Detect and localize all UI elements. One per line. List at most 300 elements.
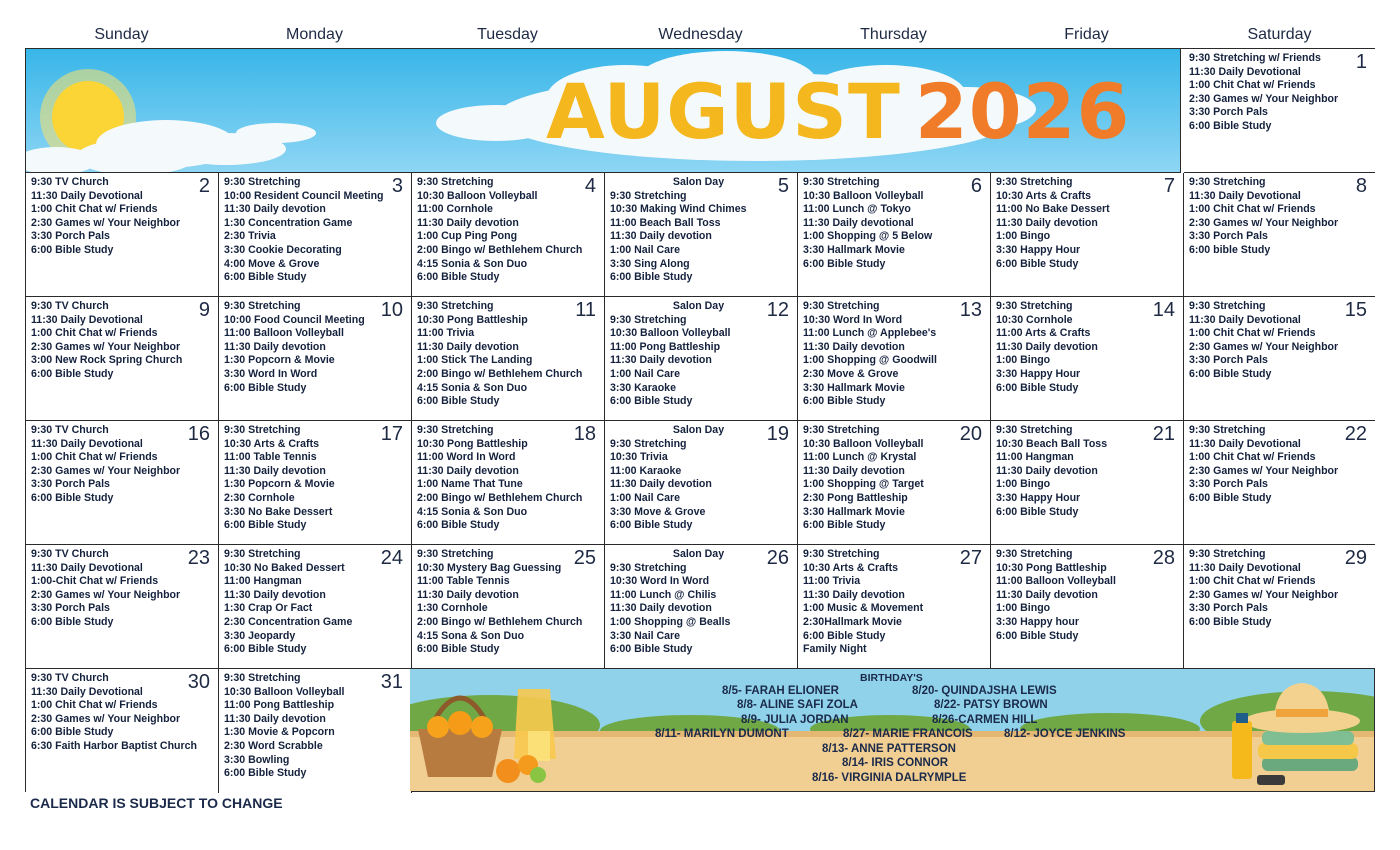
event-item: 2:30 Games w/ Your Neighbor — [1189, 92, 1339, 105]
day-number: 2 — [198, 175, 210, 197]
day-cell-14 — [991, 297, 1184, 421]
year: 2026 — [914, 67, 1131, 156]
event-item: 10:00 Resident Council Meeting — [224, 189, 384, 202]
event-item: 1:00 Shopping @ Goodwill — [803, 354, 937, 367]
event-item: 11:00 Balloon Volleyball — [224, 327, 344, 340]
event-item: 1:00 Chit Chat w/ Friends — [1189, 575, 1316, 588]
event-item: 10:30 Word In Word — [610, 575, 710, 588]
calendar-grid — [25, 48, 1375, 792]
event-item: 3:30 Sing Along — [610, 257, 690, 270]
event-item: 11:00 Lunch @ Tokyo — [803, 203, 911, 216]
birthday-entry: 8/26-CARMEN HILL — [932, 714, 1038, 726]
event-item: 2:30Hallmark Movie — [803, 615, 902, 628]
event-item: 11:30 Daily Devotional — [31, 437, 143, 450]
event-list — [1184, 49, 1375, 134]
event-item: 1:00 Bingo — [996, 602, 1051, 615]
event-item: 11:30 Daily Devotional — [31, 561, 143, 574]
footer-note: CALENDAR IS SUBJECT TO CHANGE — [30, 795, 283, 811]
event-item: 1:30 Crap Or Fact — [224, 602, 313, 615]
event-item: 9:30 Stretching — [1189, 176, 1266, 188]
event-item: 6:00 Bible Study — [31, 726, 114, 739]
event-item: 3:30 Porch Pals — [31, 230, 110, 243]
event-item: 9:30 Stretching — [224, 424, 301, 436]
event-item: 10:30 No Baked Dessert — [224, 561, 345, 574]
event-item: 9:30 Stretching — [1189, 548, 1266, 560]
day-cell-7 — [991, 173, 1184, 297]
event-item: 10:30 Balloon Volleyball — [803, 189, 924, 202]
event-item: 11:00 Lunch @ Chilis — [610, 588, 717, 601]
event-item: Family Night — [803, 643, 867, 656]
day-cell-15 — [1184, 297, 1375, 421]
event-item: 3:30 Happy Hour — [996, 367, 1081, 380]
event-item: 11:00 Lunch @ Krystal — [803, 451, 917, 464]
event-item: 11:30 Daily devotion — [224, 464, 326, 477]
event-item: 1:00 Bingo — [996, 230, 1051, 243]
event-item: 6:00 Bible Study — [31, 243, 114, 256]
event-item: 10:30 Arts & Crafts — [996, 189, 1091, 202]
event-item: 4:15 Sonia & Son Duo — [417, 381, 528, 394]
day-number: 1 — [1355, 51, 1367, 73]
month-banner — [26, 49, 1181, 173]
event-item: 6:00 Bible Study — [417, 271, 500, 284]
event-list — [991, 173, 1183, 271]
event-item: 9:30 Stretching — [224, 672, 301, 684]
event-item: 2:30 Games w/ Your Neighbor — [31, 464, 181, 477]
event-item: 6:00 Bible Study — [417, 519, 500, 532]
event-item: 6:00 Bible Study — [610, 519, 693, 532]
event-item: 9:30 Stretching — [803, 176, 880, 188]
event-item: 3:30 Porch Pals — [1189, 354, 1268, 367]
day-cell-21 — [991, 421, 1184, 545]
birthday-entry: 8/27- MARIE FRANCOIS — [843, 728, 973, 740]
event-item: 6:00 Bible Study — [224, 519, 307, 532]
day-cell-30 — [26, 669, 219, 793]
day-number: 4 — [584, 175, 596, 197]
event-item: 2:30 Games w/ Your Neighbor — [1189, 588, 1339, 601]
weekday-friday: Friday — [1064, 26, 1109, 43]
event-item: 6:00 bible Study — [1189, 243, 1271, 256]
event-item: 1:00 Nail Care — [610, 367, 681, 380]
day-number: 15 — [1344, 299, 1367, 321]
event-item: 2:30 Games w/ Your Neighbor — [31, 216, 181, 229]
event-item: 11:00 Arts & Crafts — [996, 327, 1091, 340]
day-cell-3 — [219, 173, 412, 297]
event-item: 6:00 Bible Study — [224, 381, 307, 394]
event-item: 6:00 Bible Study — [1189, 367, 1272, 380]
day-number: 24 — [380, 547, 403, 569]
event-item: 9:30 Stretching — [224, 176, 301, 188]
event-item: 2:00 Bingo w/ Bethlehem Church — [417, 615, 583, 628]
event-item: 3:30 Move & Grove — [610, 505, 706, 518]
birthday-entry: 8/8- ALINE SAFI ZOLA — [737, 699, 858, 711]
event-item: 11:30 Daily devotion — [224, 588, 326, 601]
event-item: 9:30 Stretching — [803, 424, 880, 436]
event-item: 9:30 Stretching — [417, 424, 494, 436]
event-item: 10:30 Arts & Crafts — [803, 561, 898, 574]
event-item: 9:30 Stretching — [996, 548, 1073, 560]
event-list — [219, 173, 411, 285]
event-item: 11:30 Daily devotion — [610, 478, 712, 491]
day-number: 9 — [198, 299, 210, 321]
event-item: 9:30 Stretching — [610, 437, 687, 450]
event-item: 3:30 Jeopardy — [224, 629, 296, 642]
event-item: 11:30 Daily Devotional — [31, 685, 143, 698]
event-item: 3:00 New Rock Spring Church — [31, 354, 183, 367]
event-item: 9:30 Stretching — [417, 176, 494, 188]
event-item: 11:30 Daily Devotional — [1189, 65, 1301, 78]
day-cell-17 — [219, 421, 412, 545]
month-title — [546, 67, 1130, 156]
event-item: 11:30 Daily devotion — [803, 340, 905, 353]
event-item: 2:30 Pong Battleship — [803, 491, 908, 504]
event-item: 3:30 Porch Pals — [1189, 106, 1268, 119]
event-item: 4:15 Sona & Son Duo — [417, 629, 525, 642]
event-item: 11:30 Daily devotion — [610, 602, 712, 615]
birthday-entry: 8/14- IRIS CONNOR — [842, 757, 949, 769]
event-item: 11:30 Daily devotion — [996, 464, 1098, 477]
event-item: 11:30 Daily Devotional — [31, 313, 143, 326]
event-item: 2:30 Word Scrabble — [224, 739, 323, 752]
day-header-note: Salon Day — [672, 300, 725, 312]
event-item: 3:30 Nail Care — [610, 629, 681, 642]
event-item: 1:00 Stick The Landing — [417, 354, 533, 367]
event-item: 1:00 Chit Chat w/ Friends — [31, 699, 158, 712]
event-list — [26, 297, 218, 382]
event-item: 9:30 Stretching — [610, 189, 687, 202]
day-number: 20 — [959, 423, 982, 445]
event-item: 3:30 Happy hour — [996, 615, 1080, 628]
event-item: 11:30 Daily Devotional — [1189, 437, 1301, 450]
event-item: 6:00 Bible Study — [1189, 615, 1272, 628]
event-item: 9:30 Stretching — [224, 548, 301, 560]
event-item: 9:30 Stretching — [996, 424, 1073, 436]
event-item: 9:30 Stretching w/ Friends — [1189, 52, 1321, 64]
event-item: 11:30 Daily Devotional — [31, 189, 143, 202]
event-item: 1:00 Chit Chat w/ Friends — [31, 327, 158, 340]
event-item: 11:00 Karaoke — [610, 464, 682, 477]
birthday-entry: 8/22- PATSY BROWN — [934, 699, 1048, 711]
event-item: 2:30 Games w/ Your Neighbor — [1189, 464, 1339, 477]
event-item: 9:30 Stretching — [1189, 424, 1266, 436]
day-cell-23 — [26, 545, 219, 669]
event-item: 1:30 Movie & Popcorn — [224, 726, 335, 739]
day-number: 22 — [1344, 423, 1367, 445]
weekday-monday: Monday — [286, 26, 343, 43]
day-cell-13 — [798, 297, 991, 421]
day-number: 26 — [766, 547, 789, 569]
weekday-thursday: Thursday — [860, 26, 927, 43]
event-item: 4:00 Move & Grove — [224, 257, 320, 270]
event-item: 3:30 Porch Pals — [1189, 602, 1268, 615]
birthday-entry: 8/13- ANNE PATTERSON — [822, 743, 956, 755]
event-item: 6:00 Bible Study — [417, 643, 500, 656]
event-item: 10:30 Balloon Volleyball — [224, 685, 345, 698]
event-item: 11:30 Daily devotion — [803, 464, 905, 477]
day-number: 7 — [1163, 175, 1175, 197]
event-item: 6:00 Bible Study — [1189, 491, 1272, 504]
event-item: 1:00 Chit Chat w/ Friends — [1189, 451, 1316, 464]
day-cell-2 — [26, 173, 219, 297]
day-number: 19 — [766, 423, 789, 445]
event-item: 10:30 Balloon Volleyball — [610, 327, 731, 340]
event-item: 9:30 Stretching — [803, 300, 880, 312]
event-item: 1:00 Nail Care — [610, 491, 681, 504]
day-cell-28 — [991, 545, 1184, 669]
event-item: 11:00 Word In Word — [417, 451, 516, 464]
event-list — [1184, 173, 1375, 258]
event-item: 10:30 Making Wind Chimes — [610, 203, 747, 216]
event-item: 11:30 Daily devotion — [417, 340, 519, 353]
event-item: 6:00 Bible Study — [996, 381, 1079, 394]
event-item: 4:15 Sonia & Son Duo — [417, 257, 528, 270]
day-number: 16 — [187, 423, 210, 445]
day-cell-9 — [26, 297, 219, 421]
birthday-title: BIRTHDAY'S — [860, 672, 923, 684]
event-item: 6:00 Bible Study — [224, 271, 307, 284]
birthday-panel — [410, 669, 1374, 791]
event-item: 3:30 Porch Pals — [31, 602, 110, 615]
event-list — [798, 173, 990, 271]
day-header-note: Salon Day — [672, 548, 725, 560]
day-number: 12 — [766, 299, 789, 321]
event-item: 2:30 Games w/ Your Neighbor — [1189, 340, 1339, 353]
event-item: 10:30 Cornhole — [996, 313, 1073, 326]
day-number: 28 — [1152, 547, 1175, 569]
event-item: 11:00 Trivia — [803, 575, 861, 588]
event-item: 10:30 Word In Word — [803, 313, 903, 326]
event-item: 3:30 Hallmark Movie — [803, 243, 905, 256]
weekday-wednesday: Wednesday — [658, 26, 743, 43]
event-item: 10:30 Balloon Volleyball — [803, 437, 924, 450]
event-item: 1:00 Chit Chat w/ Friends — [1189, 79, 1316, 92]
event-item: 11:30 Daily devotion — [803, 588, 905, 601]
day-cell-19 — [605, 421, 798, 545]
event-item: 6:00 Bible Study — [610, 271, 693, 284]
day-number: 5 — [777, 175, 789, 197]
day-number: 29 — [1344, 547, 1367, 569]
event-item: 10:30 Beach Ball Toss — [996, 437, 1108, 450]
event-item: 1:00 Music & Movement — [803, 602, 924, 615]
event-item: 1:00 Nail Care — [610, 243, 681, 256]
month-name: AUGUST — [546, 67, 901, 156]
event-item: 11:00 Pong Battleship — [224, 699, 335, 712]
day-cell-6 — [798, 173, 991, 297]
event-item: 1:00-Chit Chat w/ Friends — [31, 575, 159, 588]
event-item: 6:00 Bible Study — [610, 395, 693, 408]
event-item: 11:30 Daily devotion — [996, 340, 1098, 353]
event-item: 10:30 Mystery Bag Guessing — [417, 561, 562, 574]
event-item: 11:00 Balloon Volleyball — [996, 575, 1116, 588]
day-cell-10 — [219, 297, 412, 421]
event-item: 9:30 Stretching — [610, 313, 687, 326]
event-item: 2:30 Cornhole — [224, 491, 295, 504]
day-cell-8 — [1184, 173, 1375, 297]
event-item: 1:30 Concentration Game — [224, 216, 353, 229]
event-item: 11:00 Hangman — [224, 575, 302, 588]
day-number: 6 — [970, 175, 982, 197]
event-item: 10:30 Trivia — [610, 451, 668, 464]
event-item: 3:30 Happy Hour — [996, 243, 1081, 256]
event-item: 11:30 Daily Devotional — [1189, 561, 1301, 574]
event-item: 2:00 Bingo w/ Bethlehem Church — [417, 491, 583, 504]
event-item: 9:30 Stretching — [803, 548, 880, 560]
event-item: 11:30 Daily devotion — [610, 354, 712, 367]
day-cell-31 — [219, 669, 412, 793]
event-item: 6:00 Bible Study — [224, 643, 307, 656]
event-item: 1:30 Popcorn & Movie — [224, 354, 335, 367]
event-item: 9:30 TV Church — [31, 672, 109, 684]
event-item: 11:30 Daily Devotional — [1189, 313, 1301, 326]
event-item: 2:30 Move & Grove — [803, 367, 899, 380]
event-item: 9:30 TV Church — [31, 548, 109, 560]
day-number: 10 — [380, 299, 403, 321]
day-number: 17 — [380, 423, 403, 445]
event-item: 6:00 Bible Study — [803, 519, 886, 532]
event-item: 11:30 Daily devotion — [417, 216, 519, 229]
event-item: 11:00 Lunch @ Applebee's — [803, 327, 937, 340]
event-item: 2:30 Trivia — [224, 230, 276, 243]
event-item: 3:30 Porch Pals — [1189, 230, 1268, 243]
event-item: 1:30 Popcorn & Movie — [224, 478, 335, 491]
event-item: 4:15 Sonia & Son Duo — [417, 505, 528, 518]
weekday-tuesday: Tuesday — [477, 26, 538, 43]
day-cell-4 — [412, 173, 605, 297]
day-cell-11 — [412, 297, 605, 421]
day-cell-12 — [605, 297, 798, 421]
weekday-saturday: Saturday — [1247, 26, 1312, 43]
event-list — [605, 173, 797, 285]
event-list — [412, 173, 604, 285]
day-cell-25 — [412, 545, 605, 669]
event-item: 2:30 Games w/ Your Neighbor — [31, 588, 181, 601]
event-item: 10:30 Pong Battleship — [417, 313, 528, 326]
event-item: 10:30 Balloon Volleyball — [417, 189, 538, 202]
event-item: 6:00 Bible Study — [31, 491, 114, 504]
event-item: 3:30 Happy Hour — [996, 491, 1081, 504]
birthday-entry: 8/12- JOYCE JENKINS — [1004, 728, 1126, 740]
day-header-note: Salon Day — [672, 176, 725, 188]
event-item: 9:30 Stretching — [610, 561, 687, 574]
day-cell-1 — [1184, 49, 1375, 173]
event-item: 11:00 Cornhole — [417, 203, 493, 216]
event-item: 9:30 Stretching — [1189, 300, 1266, 312]
event-item: 1:00 Chit Chat w/ Friends — [1189, 203, 1316, 216]
event-item: 2:00 Bingo w/ Bethlehem Church — [417, 243, 583, 256]
event-item: 3:30 Hallmark Movie — [803, 505, 905, 518]
day-number: 30 — [187, 671, 210, 693]
event-item: 6:00 Bible Study — [803, 395, 886, 408]
day-number: 11 — [575, 299, 596, 321]
event-item: 1:00 Shopping @ 5 Below — [803, 230, 933, 243]
event-item: 6:00 Bible Study — [224, 767, 307, 780]
day-cell-16 — [26, 421, 219, 545]
event-item: 2:30 Concentration Game — [224, 615, 353, 628]
event-item: 11:00 Hangman — [996, 451, 1074, 464]
event-item: 11:00 No Bake Dessert — [996, 203, 1110, 216]
birthday-entry: 8/5- FARAH ELIONER — [722, 685, 839, 697]
day-cell-20 — [798, 421, 991, 545]
event-item: 1:00 Cup Ping Pong — [417, 230, 518, 243]
day-number: 31 — [380, 671, 403, 693]
event-item: 3:30 Porch Pals — [1189, 478, 1268, 491]
day-number: 23 — [187, 547, 210, 569]
event-item: 6:00 Bible Study — [996, 257, 1079, 270]
day-number: 18 — [573, 423, 596, 445]
day-cell-24 — [219, 545, 412, 669]
event-item: 11:00 Table Tennis — [224, 451, 317, 464]
event-item: 11:30 Daily devotion — [224, 203, 326, 216]
event-item: 11:30 Daily devotion — [417, 588, 519, 601]
day-number: 14 — [1152, 299, 1175, 321]
day-number: 21 — [1152, 423, 1175, 445]
day-number: 8 — [1355, 175, 1367, 197]
event-item: 1:00 Name That Tune — [417, 478, 523, 491]
event-item: 1:00 Bingo — [996, 478, 1051, 491]
event-item: 11:00 Trivia — [417, 327, 475, 340]
event-item: 9:30 TV Church — [31, 176, 109, 188]
event-item: 9:30 Stretching — [417, 300, 494, 312]
day-number: 3 — [391, 175, 403, 197]
event-item: 1:00 Bingo — [996, 354, 1051, 367]
event-item: 10:30 Arts & Crafts — [224, 437, 319, 450]
event-item: 6:00 Bible Study — [803, 257, 886, 270]
day-cell-27 — [798, 545, 991, 669]
birthday-entry: 8/20- QUINDAJSHA LEWIS — [912, 685, 1057, 697]
event-item: 3:30 No Bake Dessert — [224, 505, 333, 518]
event-item: 2:00 Bingo w/ Bethlehem Church — [417, 367, 583, 380]
event-item: 11:00 Pong Battleship — [610, 340, 721, 353]
day-number: 27 — [959, 547, 982, 569]
event-item: 9:30 Stretching — [417, 548, 494, 560]
event-item: 9:30 TV Church — [31, 300, 109, 312]
event-list — [26, 173, 218, 258]
event-item: 1:00 Chit Chat w/ Friends — [31, 451, 158, 464]
event-item: 3:30 Cookie Decorating — [224, 243, 342, 256]
event-item: 6:00 Bible Study — [417, 395, 500, 408]
event-item: 3:30 Hallmark Movie — [803, 381, 905, 394]
event-item: 6:00 Bible Study — [996, 629, 1079, 642]
event-item: 1:00 Shopping @ Bealls — [610, 615, 731, 628]
event-item: 9:30 Stretching — [224, 300, 301, 312]
day-cell-5 — [605, 173, 798, 297]
event-item: 2:30 Games w/ Your Neighbor — [1189, 216, 1339, 229]
event-item: 6:00 Bible Study — [1189, 119, 1272, 132]
event-item: 11:30 Daily Devotional — [1189, 189, 1301, 202]
event-item: 3:30 Word In Word — [224, 367, 318, 380]
day-number: 13 — [959, 299, 982, 321]
event-item: 10:00 Food Council Meeting — [224, 313, 365, 326]
event-item: 6:00 Bible Study — [31, 367, 114, 380]
event-item: 10:30 Pong Battleship — [417, 437, 528, 450]
event-item: 6:00 Bible Study — [996, 505, 1079, 518]
event-item: 2:30 Games w/ Your Neighbor — [31, 712, 181, 725]
event-item: 11:00 Beach Ball Toss — [610, 216, 721, 229]
event-item: 3:30 Porch Pals — [31, 478, 110, 491]
event-item: 11:00 Table Tennis — [417, 575, 510, 588]
event-item: 3:30 Bowling — [224, 753, 290, 766]
event-item: 9:30 Stretching — [996, 176, 1073, 188]
event-item: 11:30 Daily devotion — [224, 340, 326, 353]
event-item: 11:30 Daily devotional — [803, 216, 914, 229]
event-item: 11:30 Daily devotion — [224, 712, 326, 725]
event-item: 11:30 Daily devotion — [996, 588, 1098, 601]
day-header-note: Salon Day — [672, 424, 725, 436]
event-item: 6:00 Bible Study — [31, 615, 114, 628]
event-item: 1:00 Chit Chat w/ Friends — [1189, 327, 1316, 340]
event-item: 1:30 Cornhole — [417, 602, 488, 615]
birthday-entry: 8/9- JULIA JORDAN — [741, 714, 849, 726]
event-item: 6:00 Bible Study — [610, 643, 693, 656]
